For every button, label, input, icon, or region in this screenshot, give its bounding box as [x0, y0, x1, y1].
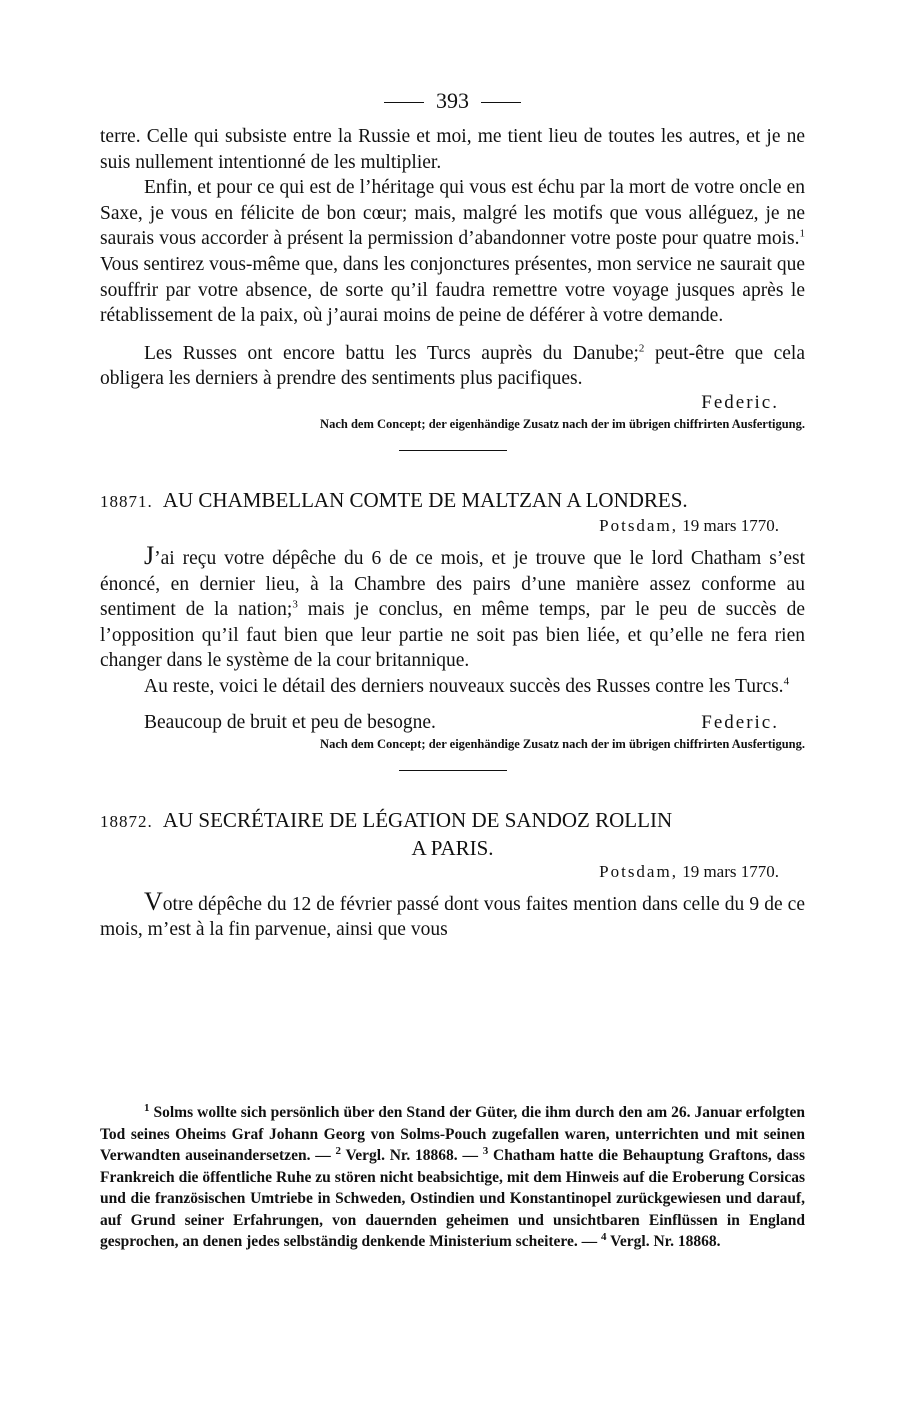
page-body: [100, 88, 805, 943]
section-divider: [399, 770, 507, 771]
initial-letter: J: [144, 540, 155, 570]
paragraph-text: ’ai reçu votre dépêche du 6 de ce mois, et je trouve que le lord Chatham s’est énoncé, en dernier lieu, à la Chambre des pairs d’une manière assez conforme au sentiment de la nation;: [100, 547, 805, 621]
footnote-text: Solms wollte sich persönlich über den Stand der Güter, die ihm durch den am 26. Januar erfolgten Tod seines Oheims Graf Johann Georg von Solms-Pouch zugefallen waren, unterrichten und mit seinen Verwandten auseinandersetzen. —: [100, 1104, 805, 1164]
document-number: 18871.: [100, 491, 153, 511]
footnotes: [100, 1102, 805, 1253]
footnote-mark: 4: [601, 1230, 607, 1243]
document-heading: [100, 807, 805, 835]
footnote-mark: 3: [482, 1144, 489, 1157]
footnote-text: Vergl. Nr. 18868.: [606, 1233, 721, 1250]
footnote-ref: 1: [799, 227, 805, 240]
paragraph: [100, 175, 805, 329]
place-date: [100, 861, 805, 883]
date: 19 mars 1770.: [682, 861, 779, 881]
footnote-ref: 3: [292, 598, 298, 611]
document-title-line2: A PARIS.: [411, 835, 494, 860]
closing-line: Beaucoup de bruit et peu de besogne.: [144, 711, 436, 733]
footnote-mark: 1: [144, 1101, 150, 1114]
source-note: Nach dem Concept; der eigenhändige Zusatz nach der im übrigen chiffrirten Ausfertigung.: [320, 416, 805, 431]
source-note: Nach dem Concept; der eigenhändige Zusatz nach der im übrigen chiffrirten Ausfertigung.: [320, 736, 805, 751]
place: Potsdam,: [599, 861, 678, 881]
footnote-text: Vergl. Nr. 18868. —: [341, 1147, 478, 1164]
document-title: AU CHAMBELLAN COMTE DE MALTZAN A LONDRES.: [162, 487, 688, 512]
paragraph-text: Au reste, voici le détail des derniers nouveaux succès des Russes contre les Turcs.: [144, 675, 784, 697]
paragraph-text: Les Russes ont encore battu les Turcs auprès du Danube;: [144, 342, 639, 364]
paragraph: [100, 540, 805, 674]
document-number: 18872.: [100, 811, 153, 831]
paragraph-text: Vous sentirez vous-même que, dans les conjonctures présentes, mon service ne saurait que souffrir par votre absence, de sorte qu’il faudra remettre votre voyage jusques après le rétablissement de la paix, où j’aurai moins de peine de déférer à votre demande.: [100, 253, 805, 327]
footnote-mark: 2: [335, 1144, 341, 1157]
paragraph-text: otre dépêche du 12 de février passé dont vous faites mention dans celle du 9 de ce mois, m’est à la fin parvenue, ainsi que vous: [100, 893, 805, 941]
closing-row: [100, 712, 805, 734]
footnote-ref: 2: [638, 342, 645, 355]
place: Potsdam,: [599, 515, 678, 535]
signature: Federic.: [701, 391, 779, 413]
footnote-block: [100, 1102, 805, 1253]
date: 19 mars 1770.: [682, 515, 779, 535]
header-rule-left: [384, 102, 424, 103]
paragraph: [100, 124, 805, 175]
footnote-text: Chatham hatte die Behauptung Graftons, dass Frankreich die öffentliche Ruhe zu stören nicht beabsichtige, mit dem Hinweis auf die Eroberung Corsicas und die französischen Umtriebe in Schweden, Ostindien und Konstantinopel zurückgewiesen und darauf, auf Grund seiner Erfahrungen, von dauernden geheimen und unsichtbaren Einflüssen in England gesprochen, an denen jedes selbständig denkende Ministerium scheitere. —: [100, 1147, 805, 1250]
signature: Federic.: [701, 711, 779, 733]
paragraph: [100, 341, 805, 392]
initial-letter: V: [144, 886, 163, 916]
footnote-ref: 4: [783, 675, 790, 688]
paragraph-text: terre. Celle qui subsiste entre la Russie et moi, me tient lieu de toutes les autres, et je ne suis nullement intentionné de les multiplier.: [100, 126, 805, 173]
document-title: AU SECRÉTAIRE DE LÉGATION DE SANDOZ ROLLIN: [162, 807, 673, 832]
page-header: [100, 88, 805, 114]
paragraph-text: peut-être que cela obligera les derniers à prendre des sentiments plus pacifiques.: [100, 342, 805, 390]
paragraph-text: Enfin, et pour ce qui est de l’héritage qui vous est échu par la mort de votre oncle en Saxe, je vous en félicite de bon cœur; mais, malgré les motifs que vous alléguez, je ne saurais vous accorder à présent la permission d’abandonner votre poste pour quatre mois.: [100, 177, 805, 250]
paragraph-text: mais je conclus, en même temps, par le peu de succès de l’opposition qu’il faut bien que leur partie ne soit pas bien liée, et qu’elle ne fera rien changer dans le système de la cour britannique.: [100, 599, 805, 672]
place-date: [100, 515, 805, 537]
header-rule-right: [481, 102, 521, 103]
document-heading: [100, 487, 805, 515]
paragraph: [100, 674, 805, 700]
section-divider: [399, 450, 507, 451]
page-number: 393: [436, 88, 469, 113]
paragraph: [100, 886, 805, 943]
